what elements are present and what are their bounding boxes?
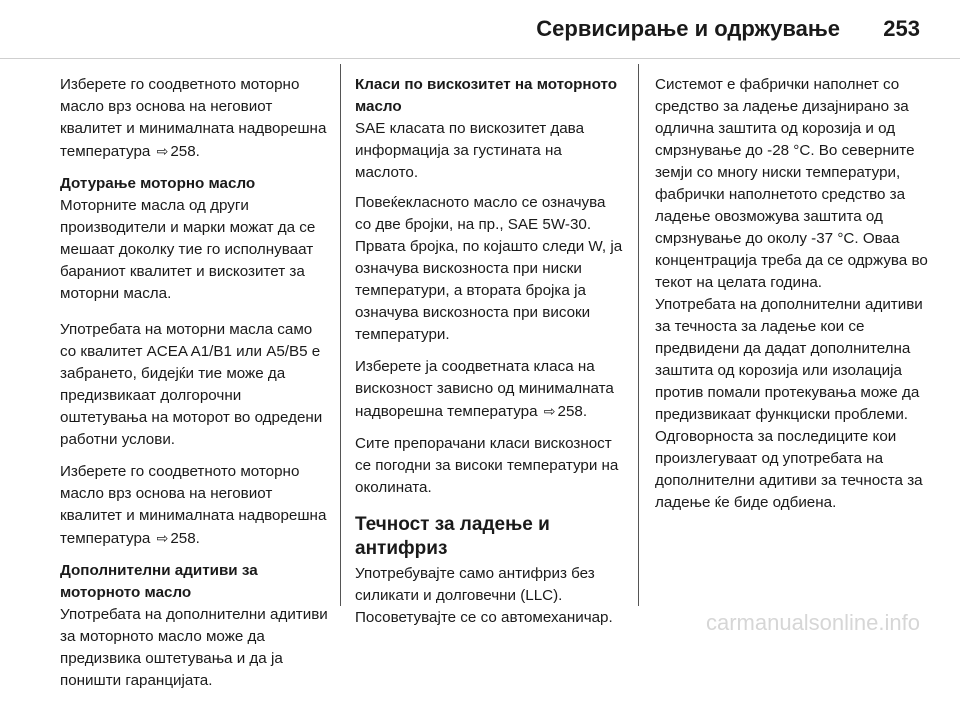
paragraph: Повеќекласното масло се означува со две бројки, на пр., SAE 5W-30. Првата бројка, по којашто следи W, ја означува вискозноста при ниски температури, а втората бројка ја означува вискозноста при високи температури.: [355, 194, 623, 343]
section-additives: [60, 560, 330, 692]
arrow-ref-icon[interactable]: ⇨: [156, 530, 169, 546]
arrow-ref-icon[interactable]: ⇨: [543, 403, 556, 419]
column-divider-2: [638, 64, 639, 606]
page-link[interactable]: 258.: [170, 143, 200, 160]
paragraph: SAE класата по вискозитет дава информација за густината на маслото.: [355, 120, 585, 181]
page-number: 253: [883, 16, 920, 41]
paragraph: Употребата на дополнителни адитиви за течноста за ладење кои се предвидени да дадат дополнителна заштита од корозија или изолација против помали протекувања може да предизвикаат функциски проблеми. Одговорноста за последиците кои произлегуваат од употребата на дополнителни адитиви за течноста за ладење ќе биде одбиена.: [655, 296, 923, 511]
page-link[interactable]: 258.: [557, 403, 588, 420]
arrow-ref-icon[interactable]: ⇨: [156, 143, 169, 159]
paragraph: Изберете го соодветното моторно масло врз основа на неговиот квалитет и минималната надворешна температура ⇨ 258.: [60, 463, 327, 547]
watermark: carmanualsonline.info: [705, 610, 920, 635]
column-divider-1: [340, 64, 341, 606]
paragraph: Употребата на моторни масла само со квалитет ACEA A1/B1 или A5/B5 е забрането, бидејќи тие може да предизвикаат долгорочни оштетувања на моторот во одредени работни услови.: [60, 321, 323, 448]
subheading: Дотурање моторно масло: [60, 175, 256, 192]
section-heading: Течност за ладење и антифриз: [355, 514, 550, 559]
paragraph: Употребата на дополнителни адитиви за моторното масло може да предизвика оштетувања и да ја поништи гаранцијата.: [60, 606, 328, 689]
page-link[interactable]: 258.: [170, 530, 200, 547]
section-viscosity: [355, 74, 625, 184]
paragraph: Изберете го соодветното моторно масло врз основа на неговиот квалитет и минималната надворешна температура ⇨ 258.: [60, 76, 327, 160]
paragraph: Изберете ја соодветната класа на вискозност зависно од минималната надворешна температура ⇨ 258.: [355, 358, 614, 420]
paragraph: Системот е фабрички наполнет со средство за ладење дизајнирано за одлична заштита од корозија и од смрзнување до -28 °C. Во северните земји со многу ниски температури, фабрички наполнетото средство за ладење овозможува заштита од смрзнување до околу -37 °C. Оваа концентрација треба да се одржува во текот на целата година.: [655, 76, 928, 291]
paragraph: Сите препорачани класи вискозност се погодни за високи температури на околината.: [355, 435, 619, 496]
column-3: [655, 74, 930, 524]
page-header: [0, 0, 960, 60]
subheading: Класи по вискозитет на моторното масло: [355, 76, 618, 115]
paragraph: Употребувајте само антифриз без силикати и долговечни (LLC). Посоветувајте се со автомеханичар.: [355, 565, 613, 626]
section-topping-up: [60, 173, 330, 305]
column-1: [60, 74, 330, 706]
paragraph: Моторните масла од други производители и марки можат да се мешаат доколку тие го исполнуваат бараниот квалитет и вискозитет за моторни масла.: [60, 197, 316, 302]
header-rule: [0, 58, 960, 59]
column-2: [355, 74, 625, 639]
header-title: Сервисирање и одржување: [536, 16, 840, 41]
subheading: Дополнителни адитиви за моторното масло: [60, 562, 258, 601]
